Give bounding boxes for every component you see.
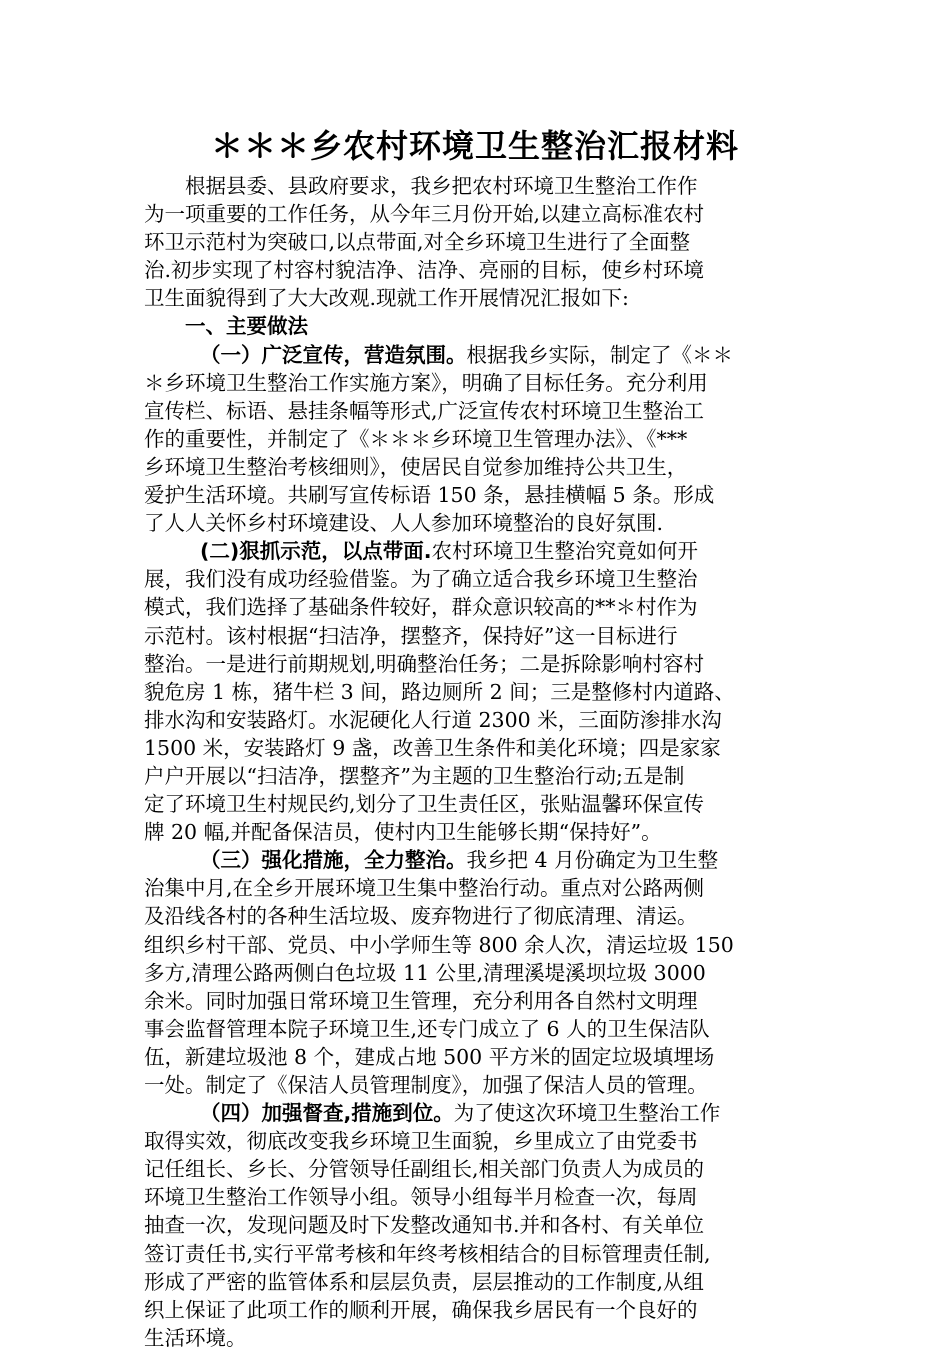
paragraph-line: 乡环境卫生整治考核细则》，使居民自觉参加维持公共卫生， xyxy=(144,454,688,479)
intro-line: 环卫示范村为突破口,以点带面,对全乡环境卫生进行了全面整 xyxy=(144,230,691,255)
paragraph-line: 组织乡村干部、党员、中小学师生等 800 余人次，清运垃圾 150 xyxy=(144,932,734,957)
paragraph-line: 织上保证了此项工作的顺利开展，确保我乡居民有一个良好的 xyxy=(144,1297,698,1322)
paragraph-line: 抽查一次，发现问题及时下发整改通知书.并和各村、有关单位 xyxy=(144,1213,705,1238)
paragraph-line: 事会监督管理本院子环境卫生,还专门成立了 6 人的卫生保洁队 xyxy=(144,1016,710,1041)
paragraph-line: ＊乡环境卫生整治工作实施方案》，明确了目标任务。充分利用 xyxy=(144,370,708,395)
intro-line: 根据县委、县政府要求，我乡把农村环境卫生整治工作作 xyxy=(185,174,698,198)
paragraph-line: 了人人关怀乡村环境建设、人人参加环境整治的良好氛围. xyxy=(144,511,664,536)
paragraph-line: 形成了严密的监管体系和层层负责，层层推动的工作制度,从组 xyxy=(144,1269,705,1294)
paragraph-text: 根据我乡实际，制定了《＊＊ xyxy=(466,342,733,367)
paragraph-line: 1500 米，安装路灯 9 盏，改善卫生条件和美化环境；四是家家 xyxy=(144,735,721,760)
paragraph-text: 农村环境卫生整治究竟如何开 xyxy=(431,539,699,564)
paragraph-line: 多方,清理公路两侧白色垃圾 11 公里,清理溪堤溪坝垃圾 3000 xyxy=(144,960,706,985)
paragraph-line: 户户开展以“扫洁净，摆整齐”为主题的卫生整治行动;五是制 xyxy=(144,763,685,788)
section-heading: 一、主要做法 xyxy=(185,314,308,339)
paragraph-line: 伍，新建垃圾池 8 个，建成占地 500 平方米的固定垃圾填埋场 xyxy=(144,1044,715,1069)
paragraph-line: 取得实效，彻底改变我乡环境卫生面貌，乡里成立了由党委书 xyxy=(144,1129,698,1154)
paragraph-line: 示范村。该村根据“扫洁净，摆整齐，保持好”这一目标进行 xyxy=(144,623,678,648)
document-title: ＊＊＊乡农村环境卫生整治汇报材料 xyxy=(210,127,739,165)
paragraph-line: 治集中月,在全乡开展环境卫生集中整治行动。重点对公路两侧 xyxy=(144,876,705,901)
paragraph-line: 记任组长、乡长、分管领导任副组长,相关部门负责人为成员的 xyxy=(144,1157,705,1182)
paragraph-text: 我乡把 4 月份确定为卫生整 xyxy=(466,848,719,873)
paragraph-line: 宣传栏、标语、悬挂条幅等形式,广泛宣传农村环境卫生整治工 xyxy=(144,398,705,423)
paragraph-heading: （四）加强督查,措施到位。 xyxy=(200,1101,454,1126)
paragraph-text: 为了使这次环境卫生整治工作 xyxy=(453,1101,721,1126)
paragraph-heading: （三）强化措施，全力整治。 xyxy=(200,848,467,873)
paragraph-line: 环境卫生整治工作领导小组。领导小组每半月检查一次，每周 xyxy=(144,1185,698,1210)
document-body xyxy=(144,172,814,1352)
paragraph-line: 爱护生活环境。共刷写宣传标语 150 条，悬挂横幅 5 条。形成 xyxy=(144,483,715,508)
paragraph-line: 生活环境。 xyxy=(144,1325,247,1350)
paragraph-first-line xyxy=(144,1099,814,1127)
paragraph-first-line xyxy=(144,537,814,565)
paragraph-line: 作的重要性，并制定了《＊＊＊乡环境卫生管理办法》、《*** xyxy=(144,426,688,451)
paragraph-line: 展，我们没有成功经验借鉴。为了确立适合我乡环境卫生整治 xyxy=(144,567,698,592)
paragraph-line: 一处。制定了《保洁人员管理制度》，加强了保洁人员的管理。 xyxy=(144,1073,708,1097)
intro-line: 为一项重要的工作任务，从今年三月份开始,以建立高标准农村 xyxy=(144,202,705,227)
paragraph-first-line xyxy=(144,341,814,369)
paragraph-line: 牌 20 幅,并配备保洁员，使村内卫生能够长期“保持好”。 xyxy=(144,820,662,845)
paragraph-line: 余米。同时加强日常环境卫生管理，充分利用各自然村文明理 xyxy=(144,988,698,1013)
paragraph-heading: (二)狠抓示范，以点带面. xyxy=(200,539,432,564)
paragraph-line: 签订责任书,实行平常考核和年终考核相结合的目标管理责任制, xyxy=(144,1241,711,1266)
paragraph-line: 貌危房 1 栋，猪牛栏 3 间，路边厕所 2 间；三是整修村内道路、 xyxy=(144,679,735,704)
paragraph-line: 模式，我们选择了基础条件较好，群众意识较高的**＊村作为 xyxy=(144,595,698,620)
intro-line: 卫生面貌得到了大大改观.现就工作开展情况汇报如下: xyxy=(144,286,629,311)
paragraph-line: 定了环境卫生村规民约,划分了卫生责任区，张贴温馨环保宣传 xyxy=(144,792,705,817)
intro-line: 治.初步实现了村容村貌洁净、洁净、亮丽的目标，使乡村环境 xyxy=(144,258,705,283)
paragraph-first-line xyxy=(144,846,814,874)
paragraph-line: 整治。一是进行前期规划,明确整治任务；二是拆除影响村容村 xyxy=(144,651,705,676)
paragraph-line: 排水沟和安装路灯。水泥硬化人行道 2300 米，三面防渗排水沟 xyxy=(144,707,722,732)
paragraph-heading: （一）广泛宣传，营造氛围。 xyxy=(200,342,467,367)
paragraph-line: 及沿线各村的各种生活垃圾、废弃物进行了彻底清理、清运。 xyxy=(144,904,698,929)
